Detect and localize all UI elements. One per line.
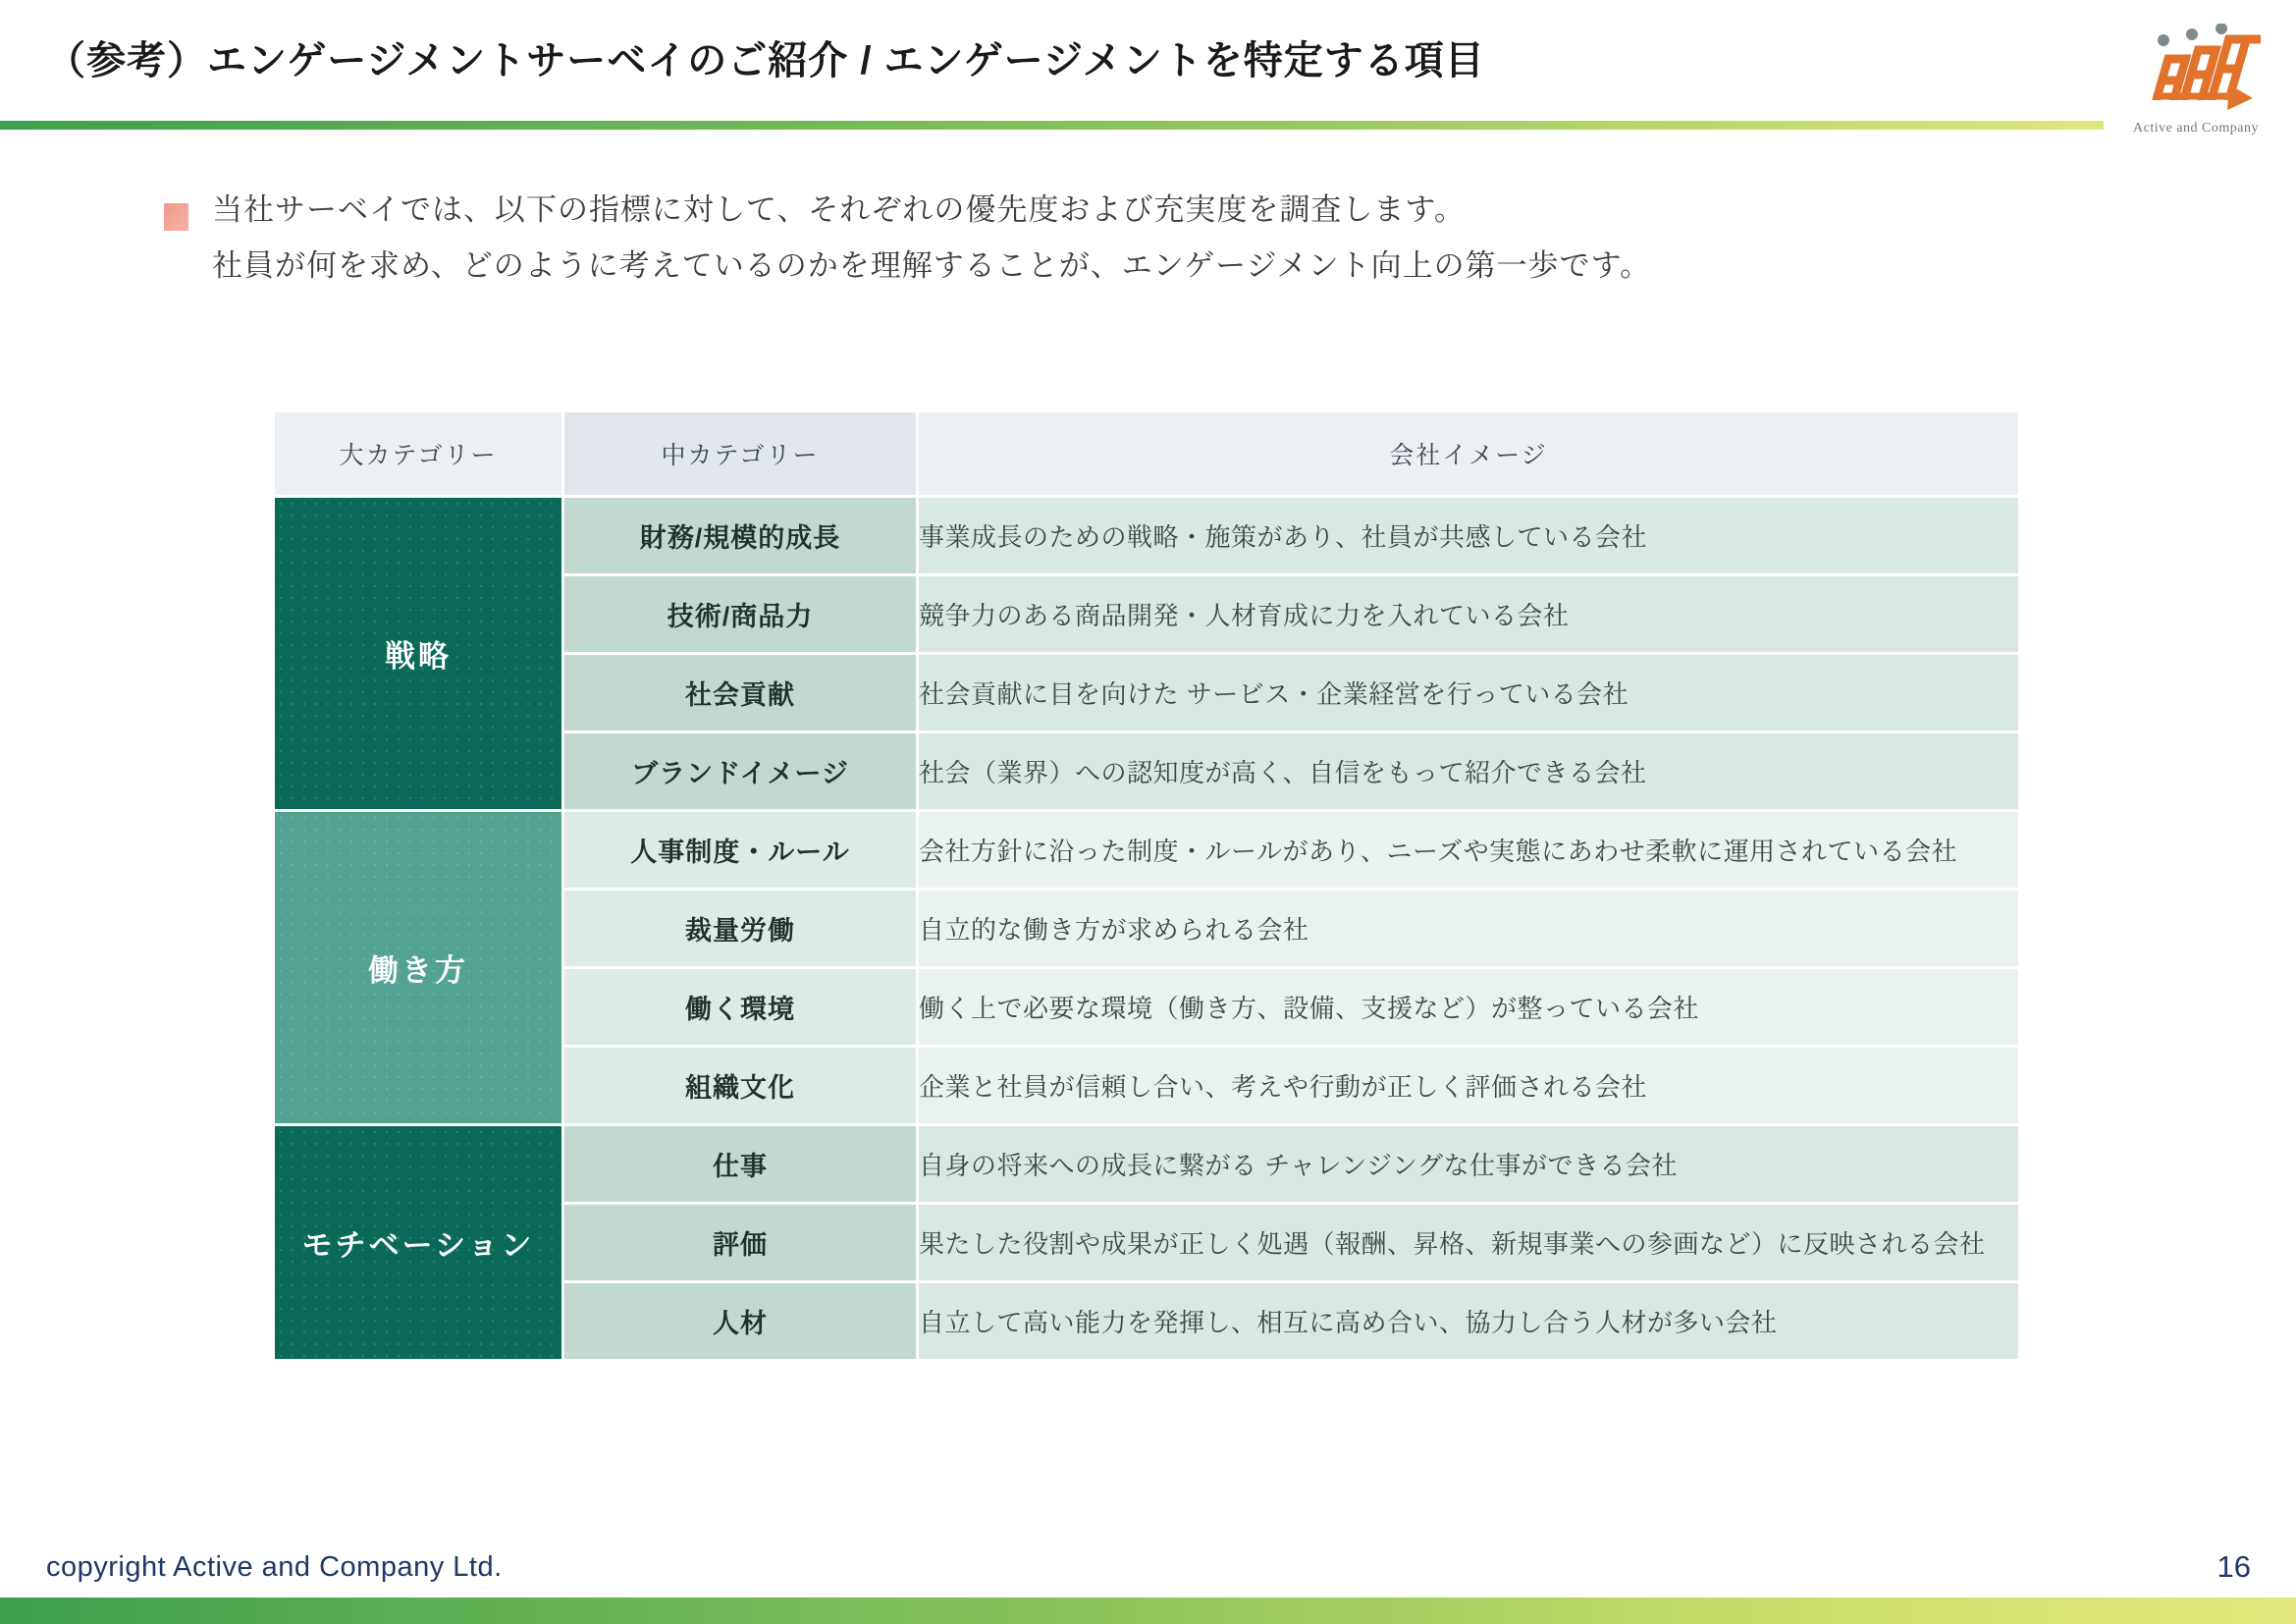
table-row <box>275 498 2018 573</box>
middle-category-cell: 働く環境 <box>564 969 916 1045</box>
table-body <box>275 498 2018 1359</box>
intro-block <box>164 182 1651 294</box>
major-category-cell: モチベーション <box>275 1126 561 1359</box>
middle-category-cell: 社会貢献 <box>564 655 916 731</box>
company-image-cell: 社会貢献に目を向けた サービス・企業経営を行っている会社 <box>919 655 2018 731</box>
middle-category-cell: 裁量労働 <box>564 891 916 966</box>
company-image-cell: 会社方針に沿った制度・ルールがあり、ニーズや実態にあわせ柔軟に運用されている会社 <box>919 812 2018 888</box>
company-logo <box>2131 24 2261 136</box>
table-header-row <box>275 412 2018 495</box>
bullet-square-icon <box>164 203 188 231</box>
middle-category-cell: 組織文化 <box>564 1048 916 1123</box>
intro-line-2: 社員が何を求め、どのように考えているのかを理解することが、エンゲージメント向上の第一歩です。 <box>212 248 1652 283</box>
header-company-image: 会社イメージ <box>919 412 2018 495</box>
page-title: （参考）エンゲージメントサーベイのご紹介 / エンゲージメントを特定する項目 <box>46 39 1485 82</box>
intro-text <box>212 182 1651 294</box>
title-accent-bar <box>0 121 2104 130</box>
middle-category-cell: 技術/商品力 <box>564 576 916 652</box>
footer-copyright: copyright Active and Company Ltd. <box>46 1551 503 1583</box>
company-image-cell: 自立的な働き方が求められる会社 <box>919 891 2018 966</box>
company-image-cell: 社会（業界）への認知度が高く、自信をもって紹介できる会社 <box>919 733 2018 809</box>
page-number: 16 <box>2216 1549 2251 1584</box>
middle-category-cell: 人事制度・ルール <box>564 812 916 888</box>
company-image-cell: 果たした役割や成果が正しく処遇（報酬、昇格、新規事業への参画など）に反映される会社 <box>919 1205 2018 1280</box>
table-row <box>275 1126 2018 1202</box>
bottom-accent-bar <box>0 1597 2296 1624</box>
middle-category-cell: ブランドイメージ <box>564 733 916 809</box>
survey-table <box>272 409 2021 1362</box>
middle-category-cell: 評価 <box>564 1205 916 1280</box>
company-image-cell: 自立して高い能力を発揮し、相互に高め合い、協力し合う人材が多い会社 <box>919 1283 2018 1359</box>
middle-category-cell: 仕事 <box>564 1126 916 1202</box>
logo-company-name: Active and Company <box>2133 121 2259 135</box>
company-image-cell: 働く上で必要な環境（働き方、設備、支援など）が整っている会社 <box>919 969 2018 1045</box>
company-image-cell: 自身の将来への成長に繋がる チャレンジングな仕事ができる会社 <box>919 1126 2018 1202</box>
middle-category-cell: 財務/規模的成長 <box>564 498 916 573</box>
company-image-cell: 事業成長のための戦略・施策があり、社員が共感している会社 <box>919 498 2018 573</box>
intro-line-1: 当社サーベイでは、以下の指標に対して、それぞれの優先度および充実度を調査します。 <box>212 192 1466 227</box>
table-row <box>275 812 2018 888</box>
major-category-cell: 働き方 <box>275 812 561 1123</box>
middle-category-cell: 人材 <box>564 1283 916 1359</box>
logo-mark-icon <box>2131 24 2261 118</box>
major-category-cell: 戦略 <box>275 498 561 809</box>
company-image-cell: 企業と社員が信頼し合い、考えや行動が正しく評価される会社 <box>919 1048 2018 1123</box>
company-image-cell: 競争力のある商品開発・人材育成に力を入れている会社 <box>919 576 2018 652</box>
header-middle-category: 中カテゴリー <box>564 412 916 495</box>
header-major-category: 大カテゴリー <box>275 412 561 495</box>
